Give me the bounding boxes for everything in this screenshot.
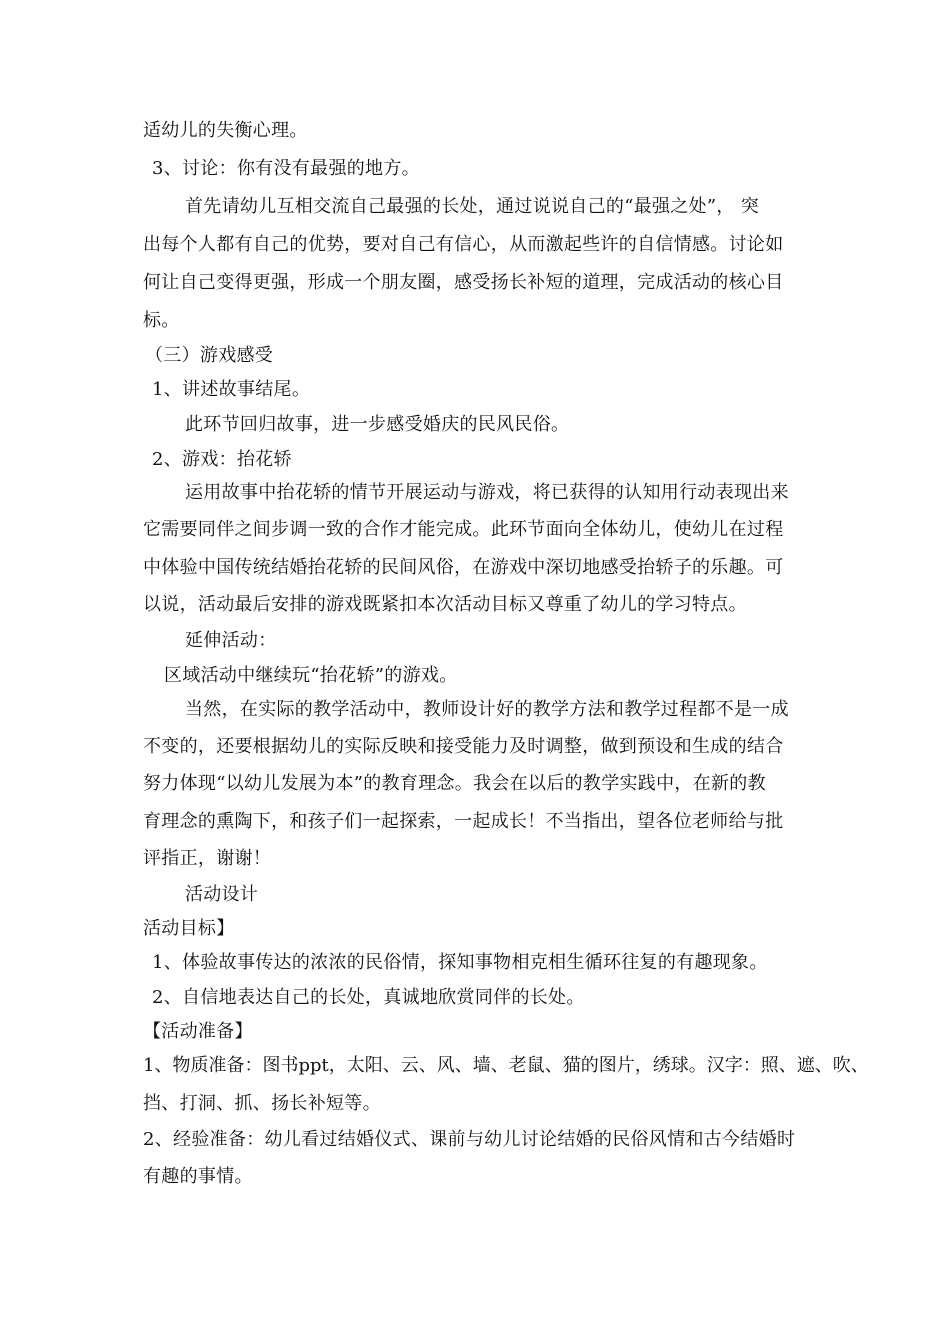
paragraph-line: 区域活动中继续玩“抬花轿”的游戏。 (164, 665, 458, 686)
paragraph-line: 标。 (143, 310, 180, 331)
paragraph-line: 它需要同伴之间步调一致的合作才能完成。此环节面向全体幼儿，使幼儿在过程 (143, 519, 784, 540)
paragraph-line: 中体验中国传统结婚抬花轿的民间风俗，在游戏中深切地感受抬轿子的乐趣。可 (143, 557, 784, 578)
paragraph-line: 有趣的事情。 (143, 1166, 253, 1187)
section-heading: 2、游戏：抬花轿 (152, 449, 292, 470)
list-item: 2、自信地表达自己的长处，真诚地欣赏同伴的长处。 (152, 987, 585, 1008)
text-line: 适幼儿的失衡心理。 (143, 120, 308, 141)
paragraph-line: 以说，活动最后安排的游戏既紧扣本次活动目标又尊重了幼儿的学习特点。 (143, 594, 747, 615)
paragraph-line: 首先请幼儿互相交流自己最强的长处，通过说说自己的“最强之处”， 突 (185, 196, 760, 217)
paragraph-line: 育理念的熏陶下，和孩子们一起探索，一起成长！不当指出，望各位老师给与批 (143, 811, 784, 832)
paragraph-line: 此环节回归故事，进一步感受婚庆的民风民俗。 (185, 414, 570, 435)
section-heading: 活动目标】 (143, 918, 235, 939)
paragraph-line: 不变的，还要根据幼儿的实际反映和接受能力及时调整，做到预设和生成的结合 (143, 736, 784, 757)
paragraph-line: 何让自己变得更强，形成一个朋友圈，感受扬长补短的道理，完成活动的核心目 (143, 272, 784, 293)
section-heading: 活动设计 (185, 884, 259, 905)
list-item: 1、体验故事传达的浓浓的民俗情，探知事物相克相生循环往复的有趣现象。 (152, 952, 768, 973)
paragraph-line: 评指正，谢谢！ (143, 848, 272, 869)
section-heading: 3、讨论：你有没有最强的地方。 (152, 158, 420, 179)
section-heading: 【活动准备】 (143, 1021, 253, 1042)
section-heading: 1、讲述故事结尾。 (152, 379, 311, 400)
paragraph-line: 努力体现“以幼儿发展为本”的教育理念。我会在以后的教学实践中，在新的教 (143, 773, 766, 794)
section-heading: 延伸活动： (185, 630, 277, 651)
paragraph-line: 当然，在实际的教学活动中，教师设计好的教学方法和教学过程都不是一成 (185, 699, 789, 720)
list-item: 1、物质准备：图书ppt，太阳、云、风、墙、老鼠、猫的图片，绣球。汉字：照、遮、吹、 (143, 1055, 869, 1076)
paragraph-line: 出每个人都有自己的优势，要对自己有信心，从而激起些许的自信情感。讨论如 (143, 234, 784, 255)
list-item: 2、经验准备：幼儿看过结婚仪式、课前与幼儿讨论结婚的民俗风情和古今结婚时 (143, 1129, 796, 1150)
paragraph-line: 运用故事中抬花轿的情节开展运动与游戏，将已获得的认知用行动表现出来 (185, 482, 789, 503)
section-heading: （三）游戏感受 (145, 345, 274, 366)
paragraph-line: 挡、打洞、抓、扬长补短等。 (143, 1093, 381, 1114)
